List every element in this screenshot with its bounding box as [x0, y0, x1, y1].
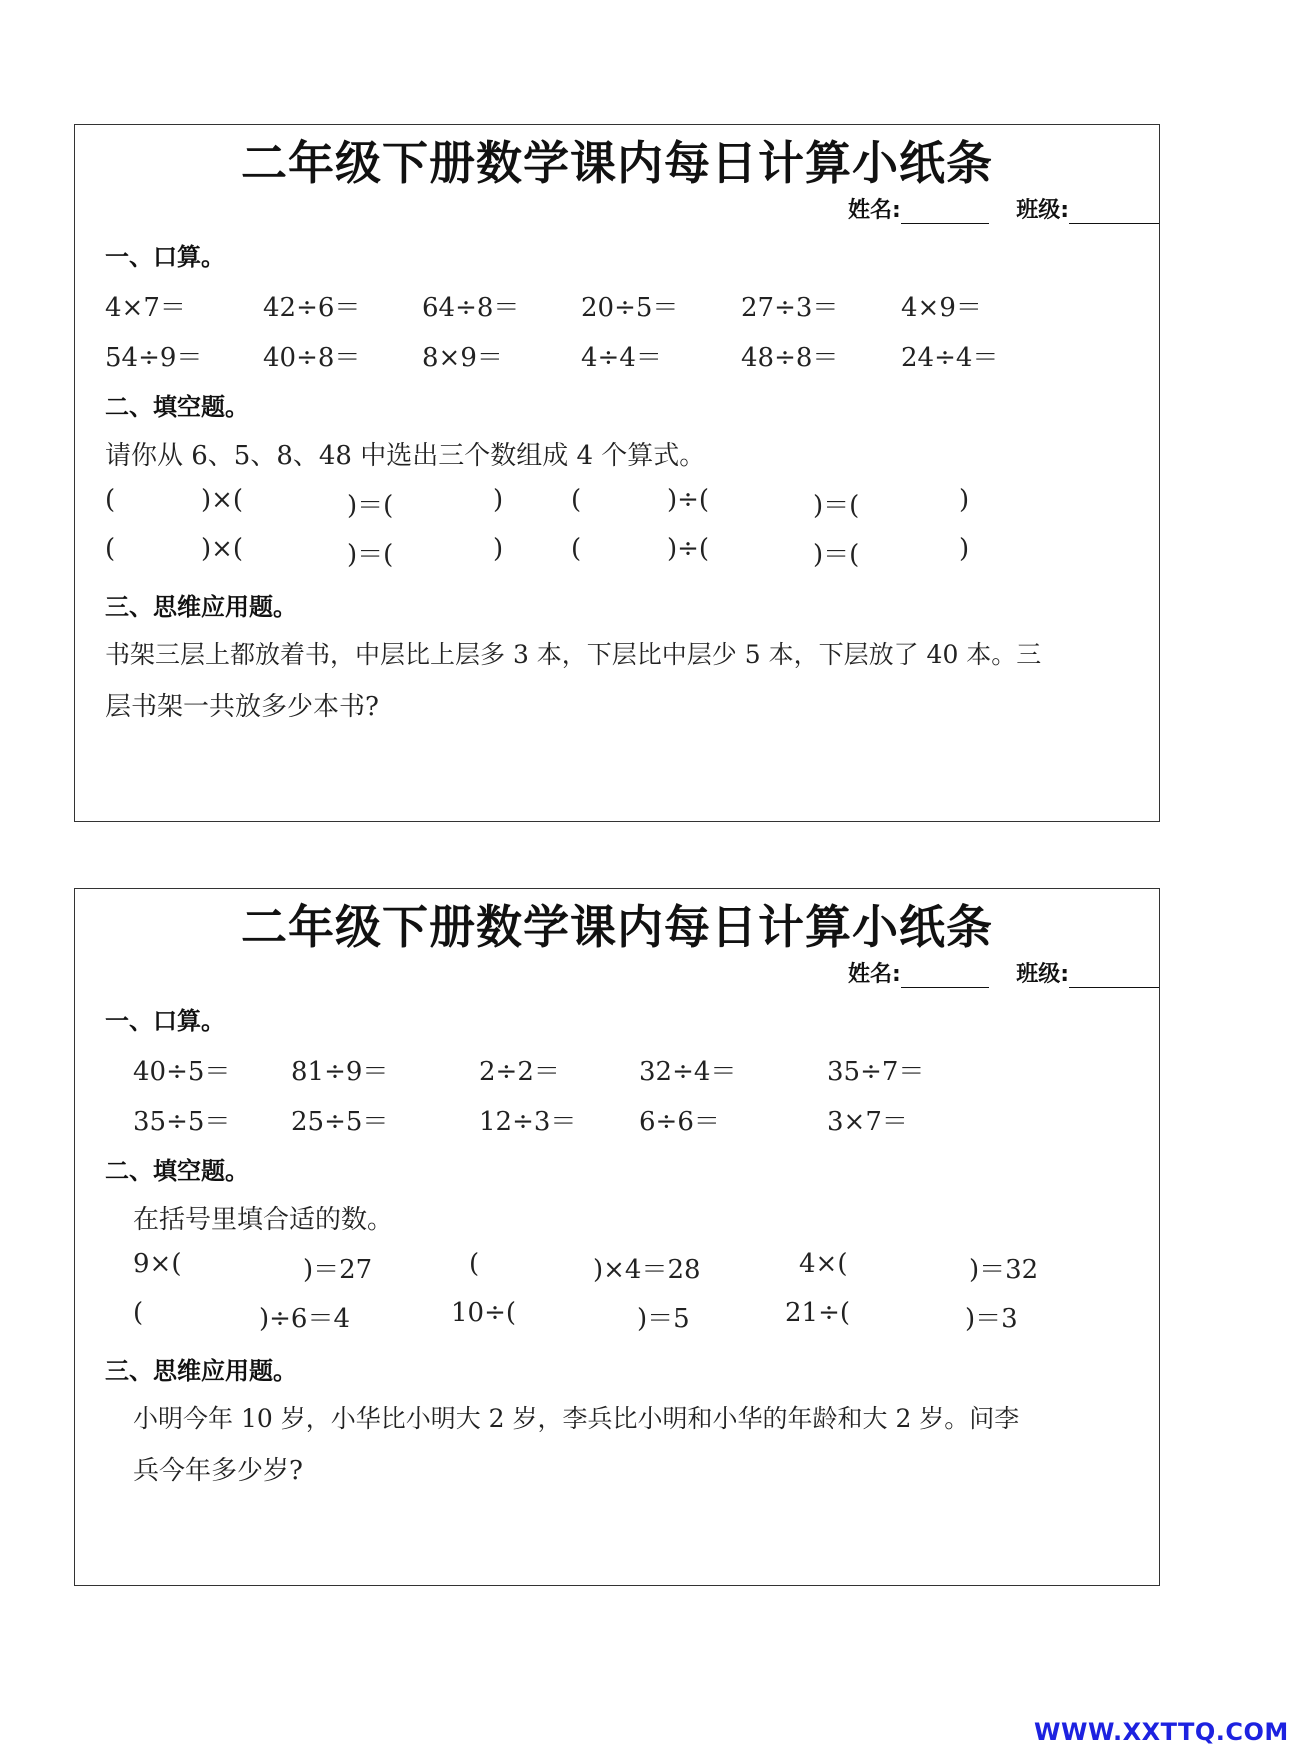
fill-part: ( [469, 1249, 480, 1279]
oral-item: 35÷5＝ [133, 1107, 231, 1137]
oral-item: 32÷4＝ [639, 1057, 737, 1087]
fill-part: )＝27 [303, 1255, 373, 1285]
section-application-heading: 三、思维应用题。 [105, 593, 297, 621]
oral-item: 42÷6＝ [263, 293, 361, 323]
fill-part: ) [959, 534, 970, 564]
worksheet-title: 二年级下册数学课内每日计算小纸条 [241, 136, 993, 190]
fill-part: ( [571, 485, 582, 515]
oral-item: 12÷3＝ [479, 1107, 577, 1137]
fill-instruction: 请你从 6、5、8、48 中选出三个数组成 4 个算式。 [105, 441, 706, 471]
section-oral-heading: 一、口算。 [105, 1007, 225, 1035]
section-fill-heading: 二、填空题。 [105, 1157, 249, 1185]
fill-part: )×( [201, 534, 244, 564]
name-blank[interactable] [901, 201, 989, 224]
oral-item: 3×7＝ [827, 1107, 908, 1137]
fill-instruction: 在括号里填合适的数。 [133, 1205, 394, 1235]
fill-part: )＝3 [965, 1304, 1018, 1334]
oral-item: 2÷2＝ [479, 1057, 560, 1087]
oral-item: 35÷7＝ [827, 1057, 925, 1087]
oral-item: 64÷8＝ [422, 293, 520, 323]
fill-part: 4×( [799, 1249, 848, 1279]
oral-item: 4×9＝ [901, 293, 982, 323]
section-fill-heading: 二、填空题。 [105, 393, 249, 421]
name-class-bar [848, 957, 1159, 988]
fill-part: 9×( [133, 1249, 182, 1279]
fill-part: )×( [201, 485, 244, 515]
oral-item: 24÷4＝ [901, 343, 999, 373]
oral-item: 6÷6＝ [639, 1107, 720, 1137]
fill-part: ) [959, 485, 970, 515]
fill-part: )＝5 [637, 1304, 690, 1334]
oral-item: 4×7＝ [105, 293, 186, 323]
problem-text-line: 层书架一共放多少本书? [105, 692, 379, 722]
name-label: 姓名: [848, 198, 901, 223]
worksheet-card-1 [74, 124, 1160, 822]
fill-part: ( [105, 534, 116, 564]
fill-part: 10÷( [451, 1298, 517, 1328]
watermark-url[interactable]: WWW.XXTTQ.COM [1034, 1718, 1289, 1746]
fill-part: )＝( [813, 491, 860, 521]
fill-part: 21÷( [785, 1298, 851, 1328]
fill-part: )÷( [667, 534, 710, 564]
section-application-heading: 三、思维应用题。 [105, 1357, 297, 1385]
oral-item: 4÷4＝ [581, 343, 662, 373]
fill-part: ) [493, 534, 504, 564]
problem-text-line: 小明今年 10 岁，小华比小明大 2 岁，李兵比小明和小华的年龄和大 2 岁。问李 [133, 1404, 1020, 1433]
worksheet-title: 二年级下册数学课内每日计算小纸条 [241, 900, 993, 954]
fill-part: ( [133, 1298, 144, 1328]
fill-part: ) [493, 485, 504, 515]
oral-item: 27÷3＝ [741, 293, 839, 323]
fill-part: ( [105, 485, 116, 515]
fill-part: ( [571, 534, 582, 564]
oral-item: 8×9＝ [422, 343, 503, 373]
oral-item: 81÷9＝ [291, 1057, 389, 1087]
class-blank[interactable] [1069, 965, 1159, 988]
fill-part: )＝( [347, 491, 394, 521]
name-blank[interactable] [901, 965, 989, 988]
oral-item: 40÷8＝ [263, 343, 361, 373]
oral-item: 40÷5＝ [133, 1057, 231, 1087]
oral-item: 48÷8＝ [741, 343, 839, 373]
fill-part: )＝32 [969, 1255, 1039, 1285]
worksheet-card-2 [74, 888, 1160, 1586]
oral-item: 25÷5＝ [291, 1107, 389, 1137]
fill-part: )×4＝28 [593, 1255, 701, 1285]
problem-text-line: 兵今年多少岁? [133, 1456, 303, 1486]
class-label: 班级: [1016, 198, 1069, 223]
name-class-bar [848, 193, 1159, 224]
class-label: 班级: [1016, 962, 1069, 987]
fill-part: )＝( [347, 540, 394, 570]
oral-item: 20÷5＝ [581, 293, 679, 323]
problem-text-line: 书架三层上都放着书，中层比上层多 3 本，下层比中层少 5 本，下层放了 40 本。三 [105, 640, 1042, 669]
section-oral-heading: 一、口算。 [105, 243, 225, 271]
class-blank[interactable] [1069, 201, 1159, 224]
fill-part: )＝( [813, 540, 860, 570]
fill-part: )÷6＝4 [259, 1304, 351, 1334]
fill-part: )÷( [667, 485, 710, 515]
oral-item: 54÷9＝ [105, 343, 203, 373]
name-label: 姓名: [848, 962, 901, 987]
